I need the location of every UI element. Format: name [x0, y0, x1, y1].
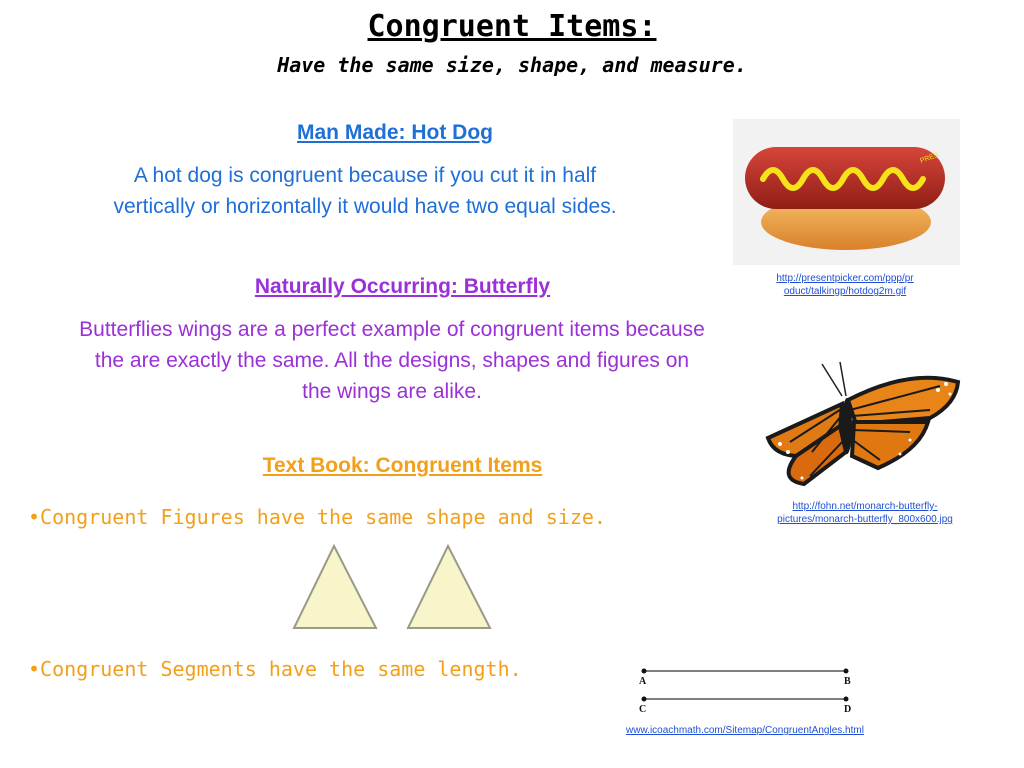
butterfly-text-line-1: Butterflies wings are a perfect example of congruent items because [79, 318, 705, 341]
hotdog-link-line-1: http://presentpicker.com/ppp/pr [776, 273, 914, 284]
textbook-heading: Text Book: Congruent Items [262, 454, 543, 477]
butterfly-link-line-2: pictures/monarch-butterfly_800x600.jpg [777, 514, 953, 525]
butterfly-image [760, 360, 965, 490]
triangle-right [408, 546, 490, 628]
page-subtitle: Have the same size, shape, and measure. [277, 53, 747, 77]
hotdog-image [733, 119, 960, 265]
segments-source-link[interactable]: www.icoachmath.com/Sitemap/CongruentAngles.html [626, 725, 864, 736]
butterfly-body [842, 398, 852, 454]
point-b [844, 669, 849, 674]
label-c: C [639, 704, 647, 715]
butterfly-text [0, 314, 784, 407]
hotdog-link-line-2: oduct/talkingp/hotdog2m.gif [783, 286, 907, 297]
hotdog-text-line-2: vertically or horizontally it would have two equal sides. [113, 195, 617, 218]
triangles-illustration [290, 540, 495, 632]
right-hindwing [852, 422, 928, 468]
butterfly-text-line-3: the wings are alike. [302, 380, 482, 403]
point-d [844, 697, 849, 702]
butterfly-heading: Naturally Occurring: Butterfly [254, 275, 551, 298]
butterfly-link-line-1: http://fohn.net/monarch-butterfly- [792, 501, 938, 512]
label-d: D [844, 704, 852, 715]
figures-bullet: •Congruent Figures have the same shape and size. [28, 505, 606, 529]
butterfly-illustration [760, 360, 965, 490]
right-forewing [848, 378, 958, 424]
congruent-segments [634, 662, 864, 718]
hotdog-heading: Man Made: Hot Dog [297, 121, 493, 144]
hotdog-source-link[interactable] [745, 272, 945, 298]
page-title: Congruent Items: [367, 9, 657, 44]
hotdog-text [20, 160, 710, 222]
segments-illustration [634, 662, 864, 718]
triangle-left [294, 546, 376, 628]
butterfly-source-link[interactable] [755, 500, 975, 526]
butterfly-text-line-2: the are exactly the same. All the designs, shapes and figures on [94, 349, 690, 372]
point-a [642, 669, 647, 674]
hotdog-text-line-1: A hot dog is congruent because if you cut it in half [133, 164, 597, 187]
congruent-triangles [290, 540, 495, 632]
segments-bullet: •Congruent Segments have the same length. [28, 657, 522, 681]
bun-label-text: PRES [919, 151, 940, 165]
label-a: A [639, 676, 647, 687]
hotdog-illustration [733, 119, 960, 265]
point-c [642, 697, 647, 702]
label-b: B [844, 676, 851, 687]
